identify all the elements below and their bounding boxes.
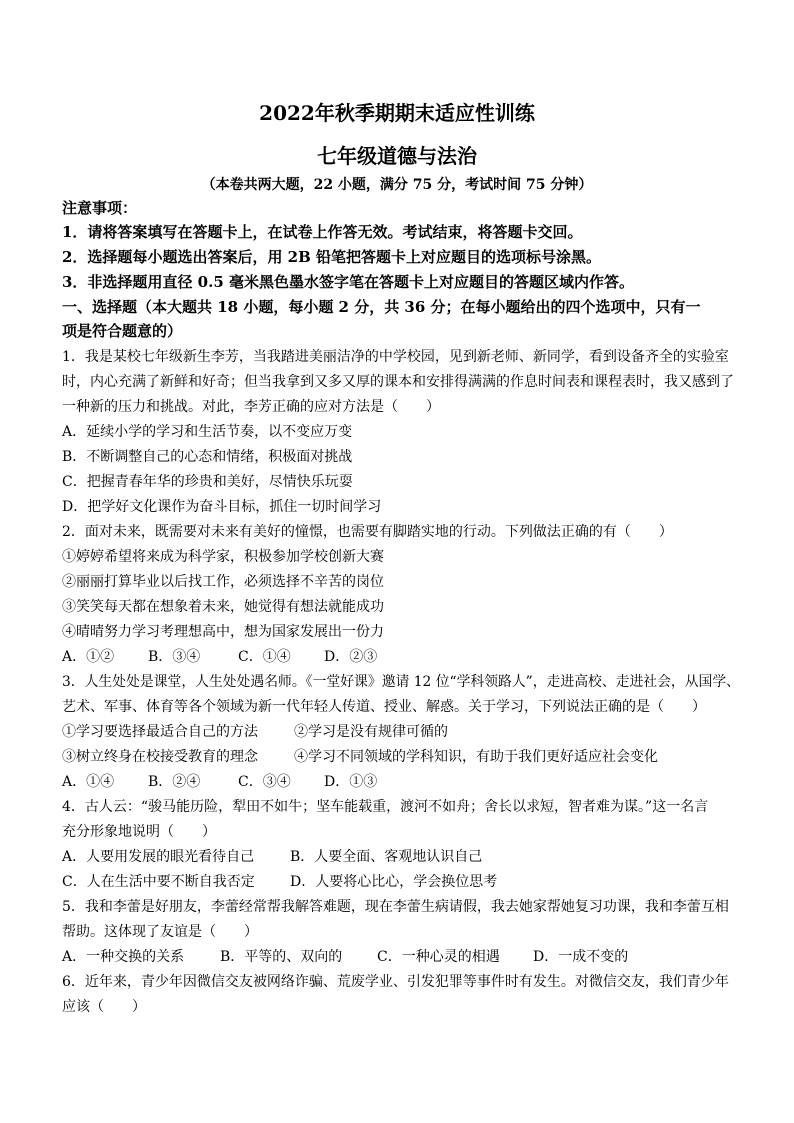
question-5-option-b: B．平等的、双向的 — [220, 949, 343, 965]
question-4-stem: 4．古人云：“骏马能历险，犁田不如牛；坚车能载重，渡河不如舟；舍长以求短，智者难为谋。”这一名言 — [62, 799, 709, 815]
section-heading: 一、选择题（本大题共 18 小题，每小题 2 分，共 36 分；在每小题给出的四个选项中，只有一 — [62, 298, 701, 316]
question-3-stem: 艺术、军事、体育等各个领域为新一代年轻人传道、授业、解惑。关于学习，下列说法正确的是（ ） — [62, 699, 706, 715]
question-6-stem: 应该（ ） — [62, 999, 146, 1015]
notes-heading: 注意事项： — [62, 199, 138, 217]
question-2-option-d: D．②③ — [324, 649, 378, 665]
question-1-option-d: D．把学好文化课作为奋斗目标，抓住一切时间学习 — [62, 499, 382, 515]
exam-title: 2022年秋季期期末适应性训练 — [259, 101, 535, 125]
question-4-option-d: D．人要将心比心，学会换位思考 — [290, 874, 498, 890]
question-3-statement: ③树立终身在校接受教育的理念 — [62, 749, 258, 765]
note-item: 3．非选择题用直径 0.5 毫米黑色墨水签字笔在答题卡上对应题目的答题区域内作答。 — [62, 273, 634, 291]
question-1-option-a: A．延续小学的学习和生活节奏，以不变应万变 — [62, 424, 353, 440]
question-2-statement: ②丽丽打算毕业以后找工作，必须选择不辛苦的岗位 — [62, 574, 384, 590]
question-5-option-c: C．一种心灵的相遇 — [377, 949, 500, 965]
question-1-stem: 1．我是某校七年级新生李芳，当我踏进美丽洁净的中学校园，见到新老师、新同学，看到设备齐全的实验室 — [62, 349, 729, 365]
question-1-stem: 一种新的压力和挑战。对此，李芳正确的应对方法是（ ） — [62, 399, 440, 415]
question-2-stem: 2．面对未来，既需要对未来有美好的憧憬，也需要有脚踏实地的行动。下列做法正确的有（ ） — [62, 524, 673, 540]
question-3-statement: ①学习要选择最适合自己的方法 — [62, 724, 258, 740]
question-3-option-b: B．②④ — [148, 774, 201, 790]
question-3-statement: ②学习是没有规律可循的 — [294, 724, 448, 740]
question-5-option-a: A．一种交换的关系 — [62, 949, 185, 965]
question-5-option-d: D．一成不变的 — [533, 949, 629, 965]
question-3-option-a: A．①④ — [62, 774, 115, 790]
note-item: 1．请将答案填写在答题卡上，在试卷上作答无效。考试结束，将答题卡交回。 — [62, 223, 583, 241]
question-2-statement: ④晴晴努力学习考理想高中，想为国家发展出一份力 — [62, 624, 384, 640]
question-3-option-c: C．③④ — [238, 774, 291, 790]
question-3-option-d: D．①③ — [324, 774, 378, 790]
question-2-option-c: C．①④ — [238, 649, 291, 665]
question-2-option-a: A．①② — [62, 649, 115, 665]
question-3-stem: 3．人生处处是课堂，人生处处遇名师。《一堂好课》邀请 12 位“学科领路人”，走进高校、走进社会，从国学、 — [62, 674, 741, 690]
question-1-option-b: B．不断调整自己的心态和情绪，积极面对挑战 — [62, 449, 353, 465]
exam-info: （本卷共两大题，22 小题，满分 75 分，考试时间 75 分钟） — [201, 177, 593, 193]
section-heading-cont: 项是符合题意的） — [62, 322, 183, 340]
question-4-option-a: A．人要用发展的眼光看待自己 — [62, 849, 255, 865]
question-6-stem: 6．近年来，青少年因微信交友被网络诈骗、荒废学业、引发犯罪等事件时有发生。对微信交友，我们青少年 — [62, 974, 729, 990]
exam-subject: 七年级道德与法治 — [317, 144, 477, 168]
question-5-stem: 帮助。这体现了友谊是（ ） — [62, 924, 258, 940]
question-2-statement: ③笑笑每天都在想象着未来，她觉得有想法就能成功 — [62, 599, 384, 615]
question-4-option-c: C．人在生活中要不断自我否定 — [62, 874, 255, 890]
question-1-stem: 时，内心充满了新鲜和好奇；但当我拿到又多又厚的课本和安排得满满的作息时间表和课程表时，我又感到了 — [62, 374, 734, 390]
question-1-option-c: C．把握青春年华的珍贵和美好，尽情快乐玩耍 — [62, 474, 353, 490]
question-5-stem: 5．我和李蕾是好朋友，李蕾经常帮我解答难题，现在李蕾生病请假，我去她家帮她复习功课，我和李蕾互相 — [62, 899, 729, 915]
question-2-option-b: B．③④ — [148, 649, 201, 665]
question-2-statement: ①婷婷希望将来成为科学家，积极参加学校创新大赛 — [62, 549, 384, 565]
question-4-stem: 充分形象地说明（ ） — [62, 824, 216, 840]
note-item: 2．选择题每小题选出答案后，用 2B 铅笔把答题卡上对应题目的选项标号涂黑。 — [62, 248, 602, 266]
question-4-option-b: B．人要全面、客观地认识自己 — [290, 849, 483, 865]
question-3-statement: ④学习不同领域的学科知识，有助于我们更好适应社会变化 — [294, 749, 658, 765]
